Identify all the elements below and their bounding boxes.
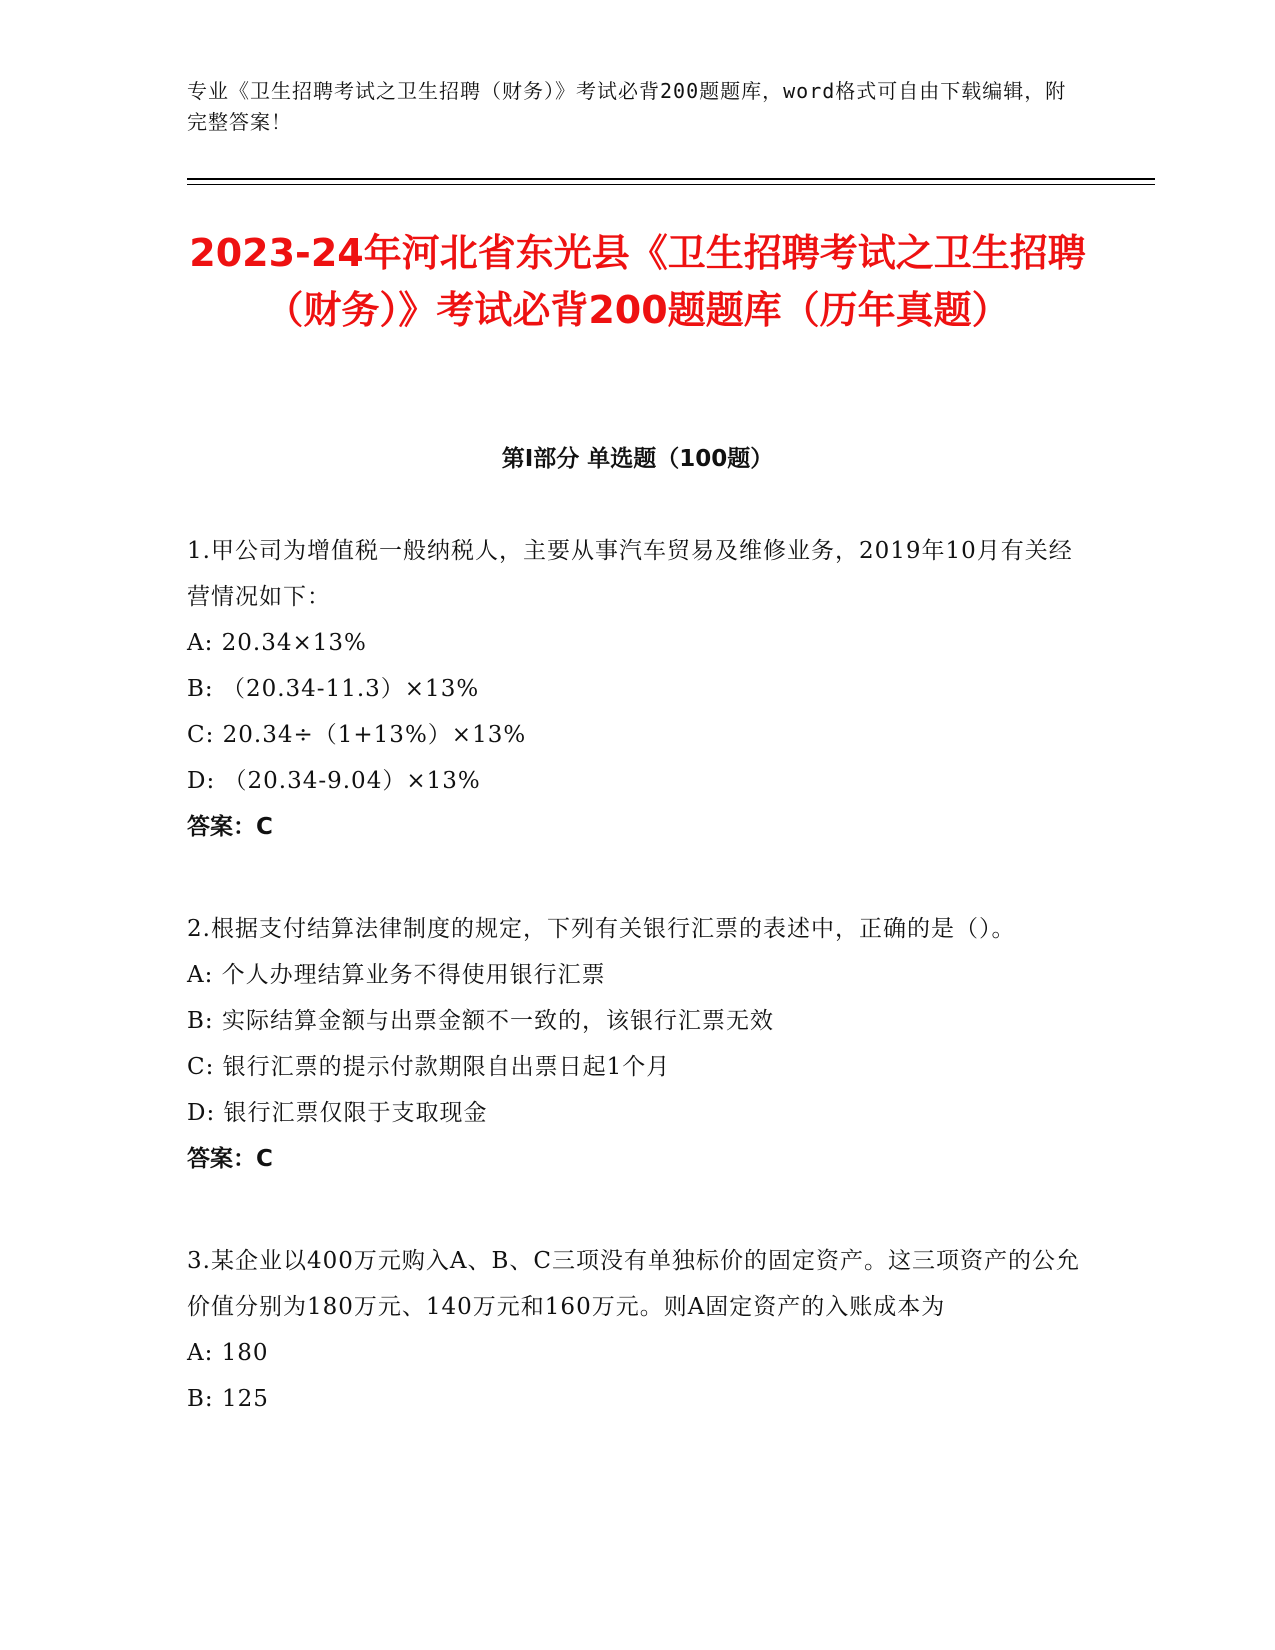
question-stem: 3.某企业以400万元购入A、B、C三项没有单独标价的固定资产。这三项资产的公允价值分别为180万元、140万元和160万元。则A固定资产的入账成本为: [187, 1248, 1080, 1320]
question-1: [187, 528, 1087, 850]
option-d: D: 银行汇票仅限于支取现金: [187, 1100, 488, 1126]
question-3: [187, 1238, 1087, 1422]
option-a: A: 180: [187, 1340, 269, 1366]
header-rule-thin: [187, 184, 1155, 185]
question-stem: 1.甲公司为增值税一般纳税人，主要从事汽车贸易及维修业务，2019年10月有关经营情况如下：: [187, 538, 1073, 610]
header-note: 专业《卫生招聘考试之卫生招聘（财务）》考试必背200题题库，word格式可自由下载编辑，附完整答案！: [187, 79, 1067, 134]
answer: 答案：C: [187, 1146, 273, 1172]
question-2: [187, 906, 1087, 1182]
option-b: B: 实际结算金额与出票金额不一致的，该银行汇票无效: [187, 1008, 774, 1034]
option-d: D: （20.34-9.04）×13%: [187, 768, 481, 794]
option-a: A: 20.34×13%: [187, 630, 367, 656]
question-list: [187, 528, 1087, 1478]
header-rule-thick: [187, 178, 1155, 180]
option-b: B: （20.34-11.3）×13%: [187, 676, 480, 702]
option-c: C: 20.34÷（1+13%）×13%: [187, 722, 527, 748]
option-a: A: 个人办理结算业务不得使用银行汇票: [187, 962, 606, 988]
question-stem: 2.根据支付结算法律制度的规定，下列有关银行汇票的表述中，正确的是（）。: [187, 916, 1016, 942]
document-title: 2023-24年河北省东光县《卫生招聘考试之卫生招聘（财务）》考试必背200题题库（历年真题）: [189, 231, 1086, 332]
option-c: C: 银行汇票的提示付款期限自出票日起1个月: [187, 1054, 671, 1080]
section-title: 第Ⅰ部分 单选题（100题）: [501, 446, 774, 472]
answer: 答案：C: [187, 814, 273, 840]
option-b: B: 125: [187, 1386, 269, 1412]
